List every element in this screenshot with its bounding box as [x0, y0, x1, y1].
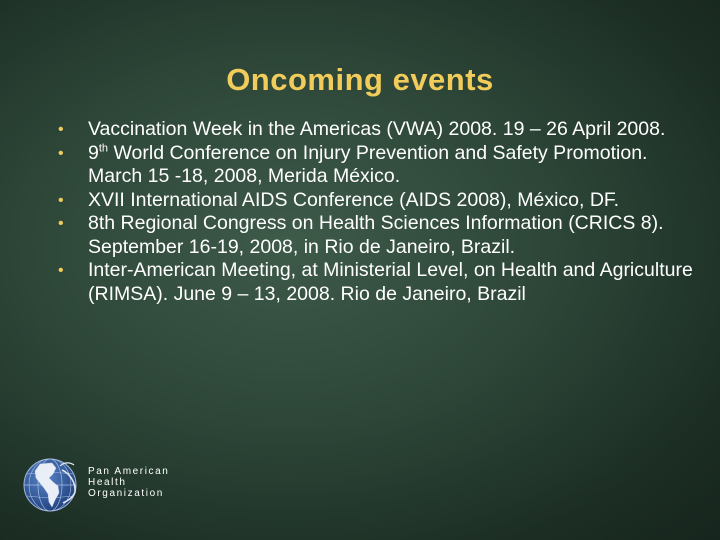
list-item	[58, 212, 698, 259]
bullet-marker: •	[58, 262, 64, 279]
list-item	[58, 259, 698, 306]
bullet-marker: •	[58, 191, 64, 209]
event-text: World Conference on Injury Prevention and Safety Promotion. March 15 -18, 2008, Merida México.	[88, 141, 648, 187]
event-text: Vaccination Week in the Americas (VWA) 2008. 19 – 26 April 2008.	[88, 118, 666, 140]
event-text: XVII International AIDS Conference (AIDS 2008), México, DF.	[88, 188, 620, 211]
list-item	[58, 142, 698, 189]
event-text: 8th Regional Congress on Health Sciences Information (CRICS 8). September 16-19, 2008, in Rio de Janeiro, Brazil.	[88, 212, 664, 258]
slide-title: Oncoming events	[226, 62, 494, 97]
event-ordinal-suffix: th	[98, 142, 109, 154]
event-text: Inter-American Meeting, at Ministerial Level, on Health and Agriculture (RIMSA). June 9 – 13, 2008. Rio de Janeiro, Brazil	[88, 259, 693, 305]
list-item	[58, 118, 698, 142]
list-item	[58, 189, 698, 213]
organization-name-line: Health	[88, 477, 127, 488]
bullet-marker: •	[58, 121, 64, 138]
organization-name-line: Organization	[88, 488, 164, 499]
bullet-marker: •	[58, 144, 64, 162]
events-list	[58, 118, 698, 306]
bullet-marker: •	[58, 215, 64, 232]
event-ordinal-number: 9	[88, 141, 99, 164]
paho-globe-logo-icon	[22, 456, 84, 514]
organization-name	[88, 466, 169, 499]
organization-name-line: Pan American	[88, 466, 170, 477]
